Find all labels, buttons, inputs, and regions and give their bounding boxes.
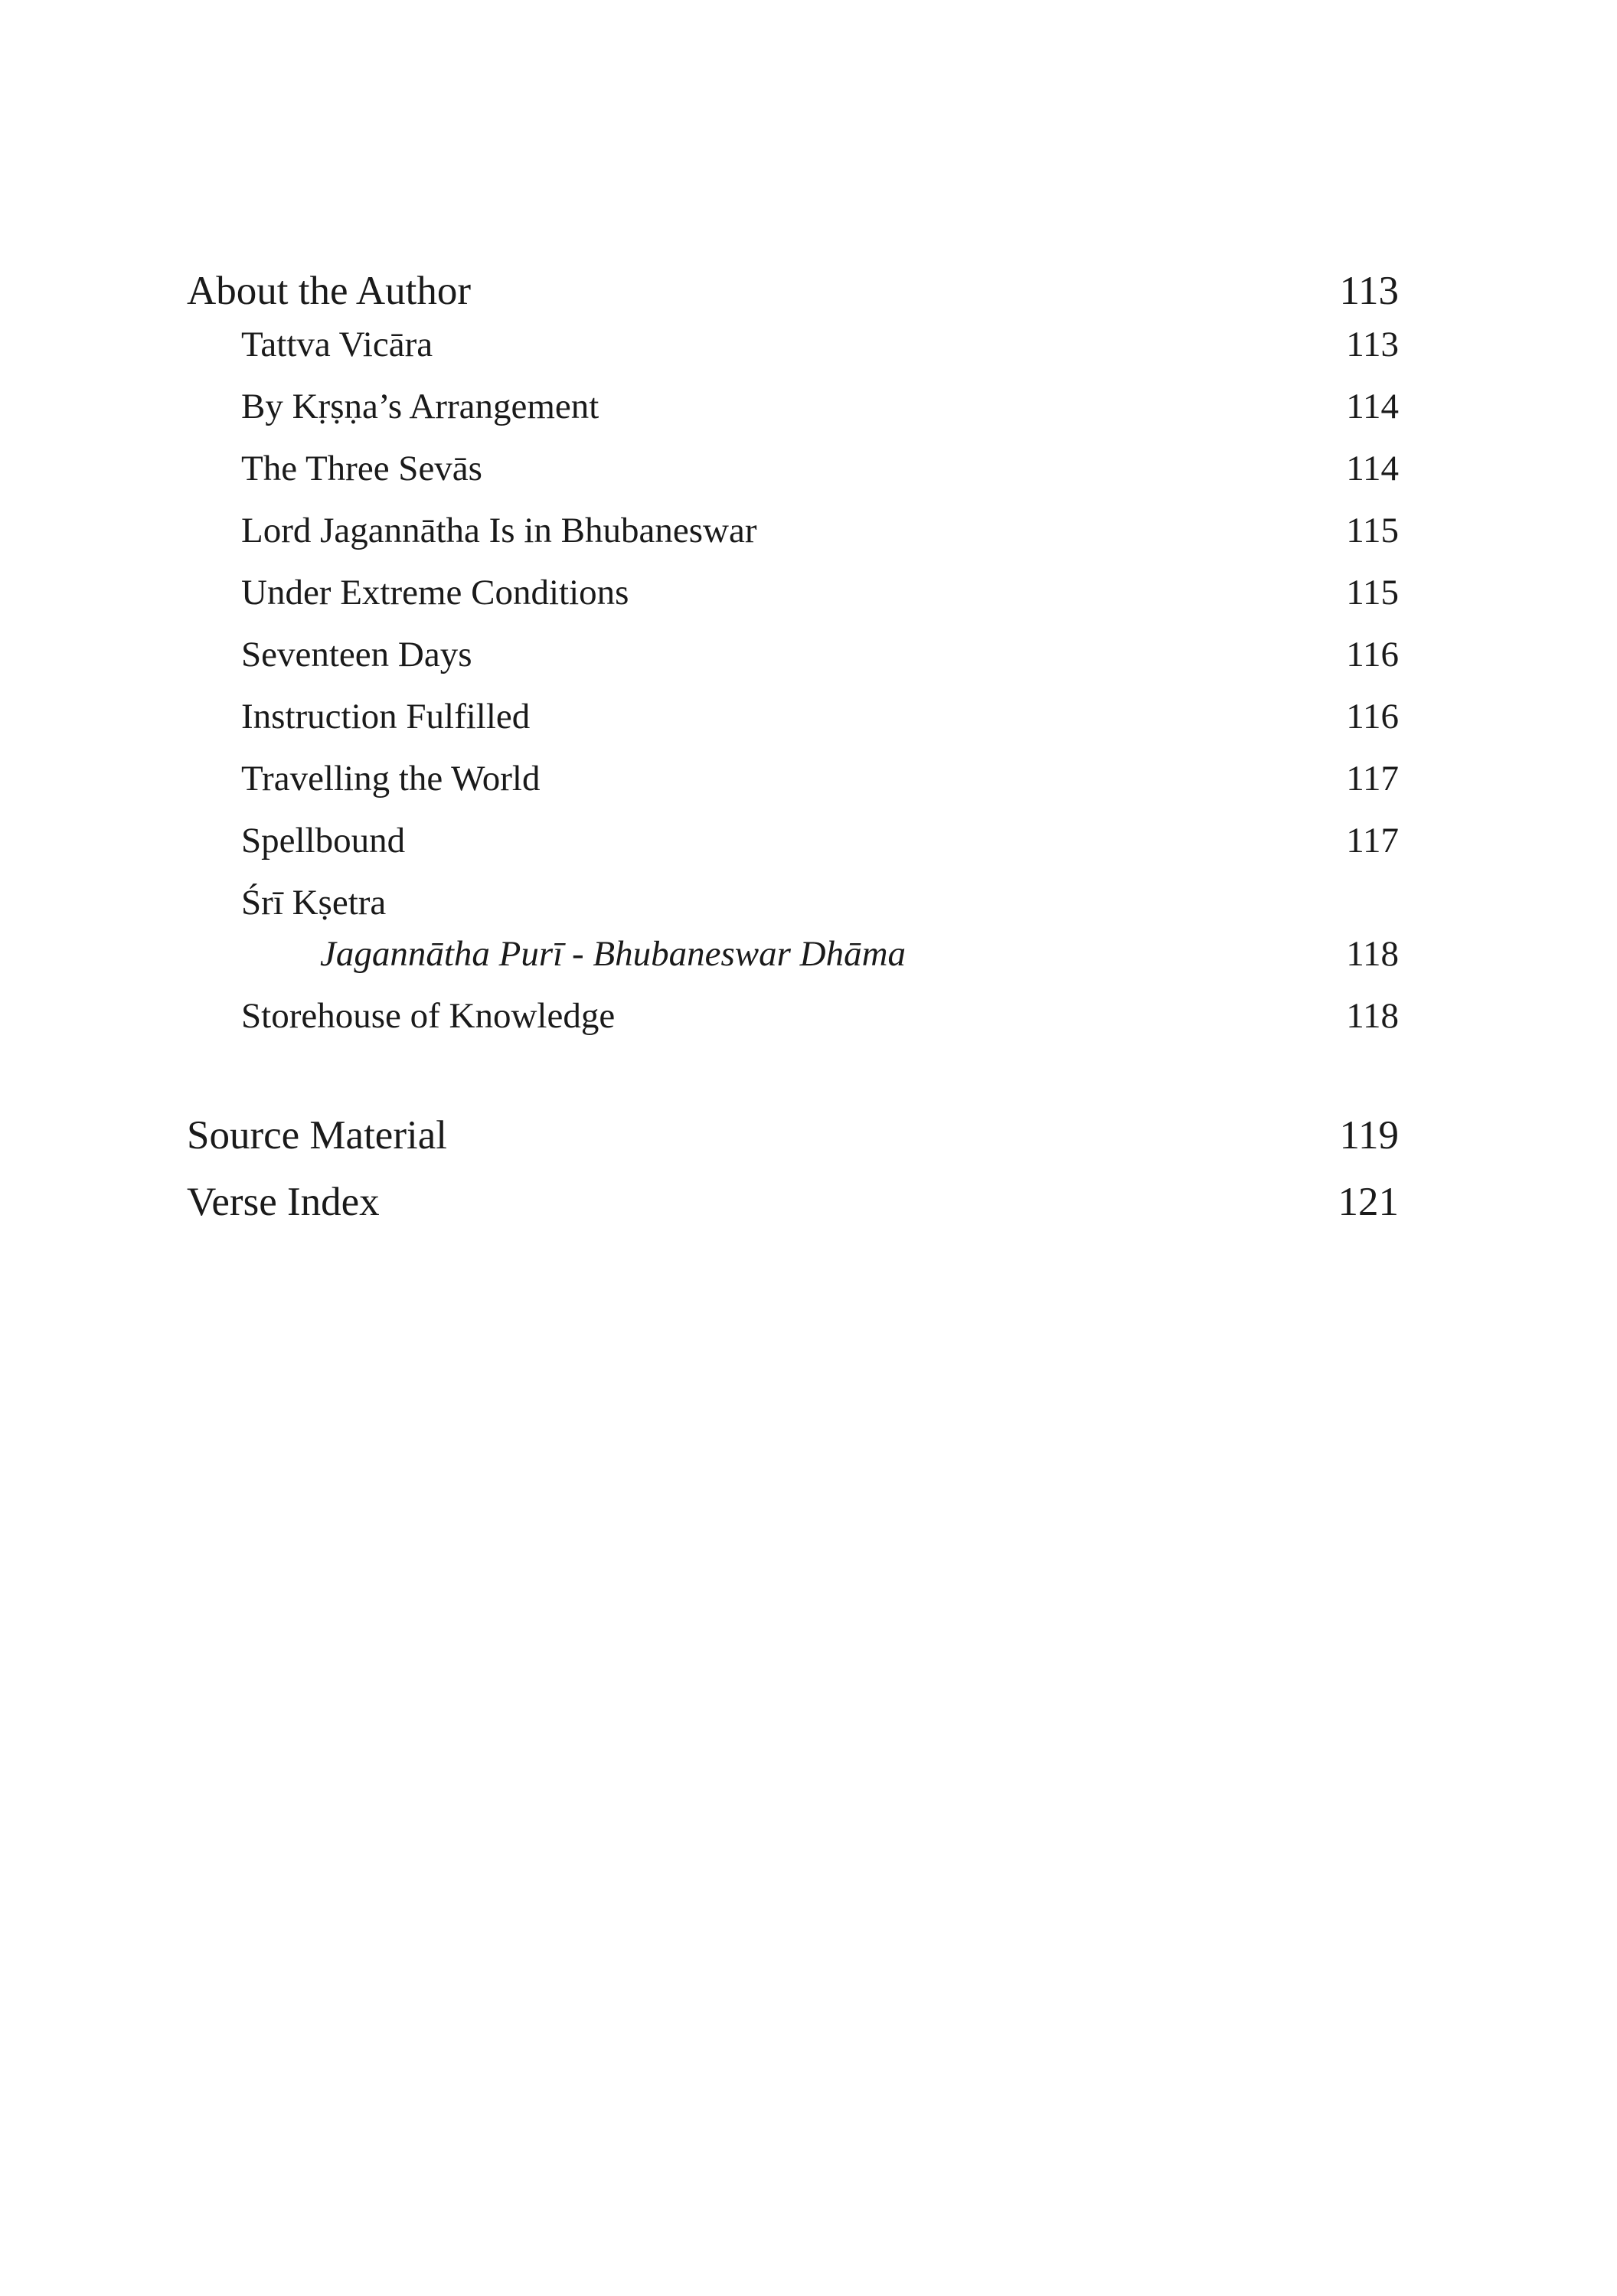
toc-entry-title: Śrī Kṣetra bbox=[241, 883, 387, 923]
toc-entry-page-number: 116 bbox=[1346, 635, 1399, 674]
toc-entry-title: Source Material bbox=[187, 1113, 447, 1158]
toc-entry-page-number: 114 bbox=[1346, 449, 1399, 488]
toc-entry-title: The Three Sevās bbox=[241, 449, 482, 488]
toc-entry-page-number: 113 bbox=[1346, 325, 1399, 364]
toc-entry-title: Travelling the World bbox=[241, 759, 541, 799]
toc-entry-page-number: 117 bbox=[1346, 759, 1399, 799]
toc-entry-title: Jagannātha Purī - Bhubaneswar Dhāma bbox=[320, 934, 906, 974]
toc-entry-title: Instruction Fulfilled bbox=[241, 697, 531, 736]
toc-entry-title: Spellbound bbox=[241, 821, 406, 861]
toc-entry-title: Seventeen Days bbox=[241, 635, 472, 674]
toc-entry-page-number: 114 bbox=[1346, 387, 1399, 426]
toc-entry-title: Under Extreme Conditions bbox=[241, 573, 629, 612]
toc-entry-title: Storehouse of Knowledge bbox=[241, 996, 616, 1036]
toc-entry-page-number: 115 bbox=[1346, 511, 1399, 550]
toc-entry-page-number: 118 bbox=[1346, 934, 1399, 974]
toc-entry-page-number: 119 bbox=[1339, 1113, 1399, 1158]
toc-entry-page-number: 113 bbox=[1339, 269, 1399, 313]
toc-entry-title: Tattva Vicāra bbox=[241, 325, 433, 364]
toc-entry-page-number: 117 bbox=[1346, 821, 1399, 861]
toc-entry-page-number: 118 bbox=[1346, 996, 1399, 1036]
toc-entry-page-number: 121 bbox=[1338, 1180, 1399, 1224]
toc-entry-page-number: 115 bbox=[1346, 573, 1399, 612]
toc-entry-title: Lord Jagannātha Is in Bhubaneswar bbox=[241, 511, 757, 550]
toc-entry-title: About the Author bbox=[187, 269, 471, 313]
toc-entry-title: By Kṛṣṇa’s Arrangement bbox=[241, 387, 599, 426]
toc-entry-page-number: 116 bbox=[1346, 697, 1399, 736]
toc-entry-title: Verse Index bbox=[187, 1180, 380, 1224]
